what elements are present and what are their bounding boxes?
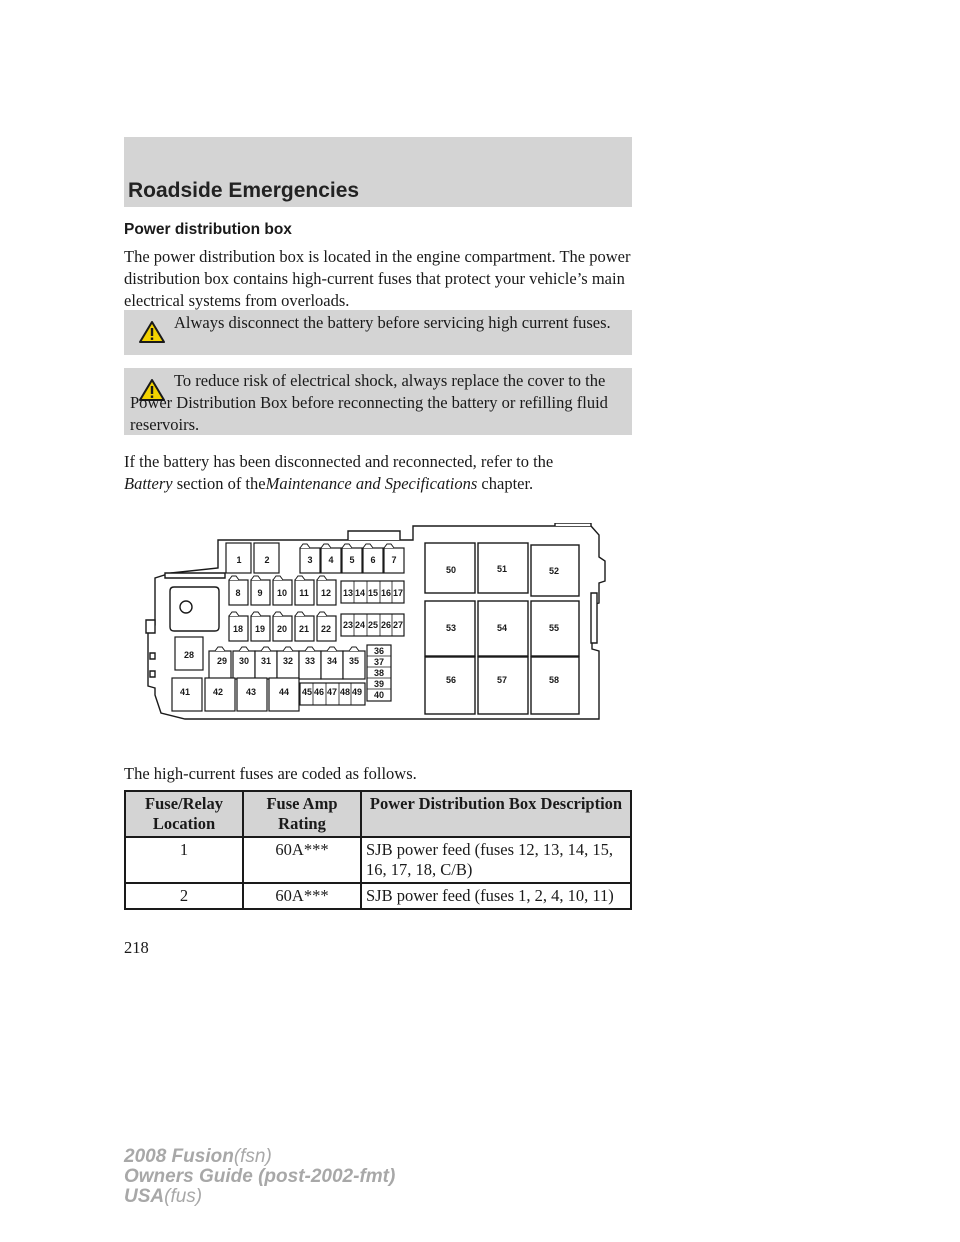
fuse-label: 9 [257, 588, 263, 598]
relay-label: 53 [445, 623, 457, 633]
fuse-label: 25 [367, 620, 379, 630]
relay-label: 54 [496, 623, 508, 633]
fuse-label: 48 [339, 687, 351, 697]
fuse-label: 5 [349, 555, 355, 565]
fuse-label: 11 [299, 588, 309, 598]
fuse-label: 42 [212, 687, 224, 697]
fuse-box-diagram [145, 523, 610, 723]
footer-market: USA [124, 1186, 165, 1207]
relay-label: 50 [445, 565, 457, 575]
table-row [125, 883, 631, 909]
table-cell: 2 [125, 883, 243, 909]
fuse-label: 19 [254, 624, 266, 634]
fuse-label: 41 [179, 687, 191, 697]
fuse-label: 12 [320, 588, 332, 598]
warning-box [124, 368, 632, 435]
fuse-label: 26 [380, 620, 392, 630]
fuse-label: 18 [232, 624, 244, 634]
table-cell: 60A*** [243, 837, 361, 883]
relay-label: 56 [445, 675, 457, 685]
table-cell: SJB power feed (fuses 1, 2, 4, 10, 11) [361, 883, 631, 909]
table-header-row [125, 791, 631, 837]
fuse-label: 15 [367, 588, 379, 598]
fuse-label: 36 [373, 646, 385, 656]
fuse-label: 16 [380, 588, 392, 598]
footer-guide: Owners Guide (post-2002-fmt) [124, 1166, 396, 1187]
chapter-ref: Maintenance and Specifications [265, 474, 478, 493]
fuse-label: 29 [216, 656, 228, 666]
document-footer [124, 1147, 395, 1207]
warning-text: Always disconnect the battery before servicing high current fuses. [174, 313, 611, 332]
fuse-label: 34 [326, 656, 338, 666]
fuse-label: 45 [301, 687, 313, 697]
chapter-header-band [124, 137, 632, 207]
fuse-label: 8 [235, 588, 241, 598]
fuse-label: 20 [276, 624, 288, 634]
table-cell: SJB power feed (fuses 12, 13, 14, 15, 16, 17, 18, C/B) [361, 837, 631, 883]
relay-label: 55 [548, 623, 560, 633]
fuse-label: 33 [304, 656, 316, 666]
column-header: Fuse Amp Rating [243, 791, 361, 837]
relay-label: 51 [496, 564, 508, 574]
fuse-label: 44 [278, 687, 290, 697]
battery-ref: Battery [124, 474, 173, 493]
fuse-label: 2 [264, 555, 270, 565]
warning-text: To reduce risk of electrical shock, always replace the cover to the Power Distribution Box before reconnecting the battery or refilling fluid reservoirs. [130, 371, 608, 434]
fuse-label: 14 [354, 588, 366, 598]
chapter-title: Roadside Emergencies [128, 179, 360, 202]
table-row [125, 837, 631, 883]
battery-note [124, 451, 634, 495]
fuse-label: 32 [282, 656, 294, 666]
fuse-label: 49 [351, 687, 363, 697]
fuse-label: 27 [392, 620, 404, 630]
fuse-label: 23 [342, 620, 354, 630]
warning-box [124, 310, 632, 355]
relay-label: 52 [548, 566, 560, 576]
fuse-label: 37 [373, 657, 385, 667]
footer-model-code: (fsn) [233, 1146, 272, 1167]
battery-note-after: chapter. [481, 474, 534, 493]
relay-label: 57 [496, 675, 508, 685]
fuse-label: 1 [236, 555, 242, 565]
footer-market-code: (fus) [164, 1186, 203, 1207]
fuse-label: 10 [276, 588, 288, 598]
intro-paragraph: The power distribution box is located in the engine compartment. The power distribution box contains high-current fuses that protect your vehicle’s main electrical systems from overloads. [124, 247, 631, 310]
table-cell: 60A*** [243, 883, 361, 909]
fuse-label: 46 [313, 687, 325, 697]
fuse-label: 24 [354, 620, 366, 630]
fuse-label: 3 [307, 555, 313, 565]
fuse-label: 13 [342, 588, 354, 598]
fuse-label: 4 [328, 555, 334, 565]
fuse-label: 35 [348, 656, 360, 666]
fuse-label: 47 [326, 687, 338, 697]
warning-triangle-icon [139, 320, 165, 344]
column-header: Fuse/Relay Location [125, 791, 243, 837]
fuse-label: 22 [320, 624, 332, 634]
column-header: Power Distribution Box Description [361, 791, 631, 837]
fuse-label: 39 [373, 679, 385, 689]
battery-note-middle: section of the [176, 474, 266, 493]
table-cell: 1 [125, 837, 243, 883]
fuse-label: 28 [183, 650, 195, 660]
fuse-label: 30 [238, 656, 250, 666]
fuse-label: 38 [373, 668, 385, 678]
fuse-label: 40 [373, 690, 385, 700]
fuse-label: 21 [298, 624, 310, 634]
battery-note-before: If the battery has been disconnected and reconnected, refer to the [124, 452, 554, 471]
section-heading: Power distribution box [124, 221, 292, 238]
fuse-label: 43 [245, 687, 257, 697]
page-number: 218 [124, 938, 149, 957]
footer-model: 2008 Fusion [124, 1146, 234, 1167]
table-caption: The high-current fuses are coded as follows. [124, 764, 417, 783]
fuse-label: 6 [370, 555, 376, 565]
fuse-label: 31 [260, 656, 272, 666]
relay-label: 58 [548, 675, 560, 685]
fuse-label: 7 [391, 555, 397, 565]
fuse-table [124, 790, 632, 910]
fuse-label: 17 [392, 588, 404, 598]
